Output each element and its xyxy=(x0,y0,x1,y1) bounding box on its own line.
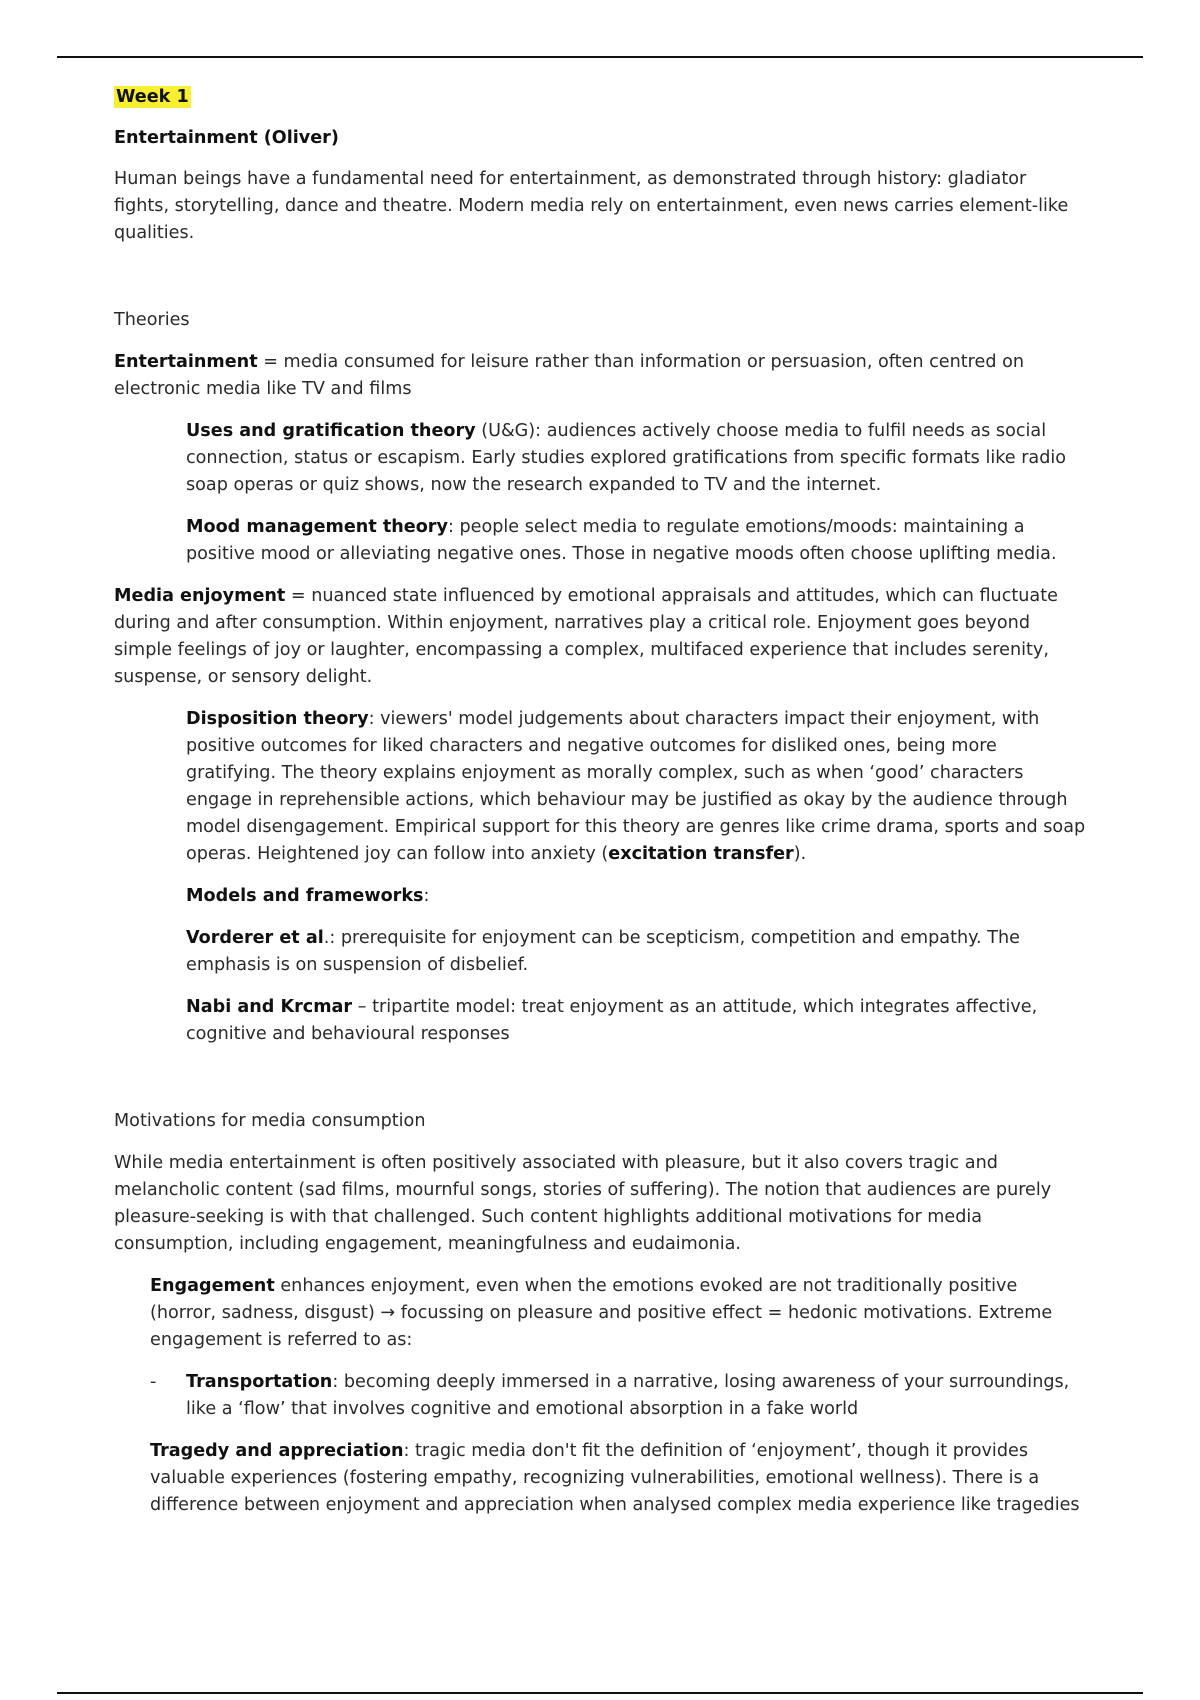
vorderer-term: Vorderer et al xyxy=(186,928,324,948)
week-label: Week 1 xyxy=(116,87,189,107)
vorderer-paragraph: Vorderer et al.: prerequisite for enjoyment can be scepticism, competition and empathy. The emphasis is on suspension of disbelief. xyxy=(186,928,1020,975)
tragedy-appreciation-paragraph: Tragedy and appreciation: tragic media don't fit the definition of ‘enjoyment’, though it provides valuable experiences (fostering empathy, recognizing vulnerabilities, emotional wellness). There is a difference between enjoyment and appreciation when analysed complex media experience like tragedies xyxy=(150,1441,1080,1515)
media-enjoyment-term: Media enjoyment xyxy=(114,586,286,606)
mood-management-paragraph: Mood management theory: people select media to regulate emotions/moods: maintaining a positive mood or alleviating negative ones. Those in negative moods often choose uplifting media. xyxy=(186,517,1057,564)
engagement-paragraph: Engagement enhances enjoyment, even when the emotions evoked are not traditionally positive (horror, sadness, disgust) → focussing on pleasure and positive effect = hedonic motivations. Extreme engagement is referred to as: xyxy=(150,1276,1053,1350)
bullet-dash: - xyxy=(150,1372,157,1392)
transportation-paragraph: Transportation: becoming deeply immersed in a narrative, losing awareness of your surroundings, like a ‘flow’ that involves cognitive and emotional absorption in a fake world xyxy=(186,1372,1070,1419)
document-body xyxy=(114,84,1086,1519)
engagement-term: Engagement xyxy=(150,1276,275,1296)
theories-heading: Theories xyxy=(114,310,190,330)
disposition-theory-term: Disposition theory xyxy=(186,709,369,729)
entertainment-definition: Entertainment = media consumed for leisure rather than information or persuasion, often centred on electronic media like TV and films xyxy=(114,352,1025,399)
intro-paragraph: Human beings have a fundamental need for entertainment, as demonstrated through history: gladiator fights, storytelling, dance and theatre. Modern media rely on entertainment, even news carries element-like qualities. xyxy=(114,169,1069,243)
nabi-krcmar-paragraph: Nabi and Krcmar – tripartite model: treat enjoyment as an attitude, which integrates affective, cognitive and behavioural responses xyxy=(186,997,1038,1044)
models-frameworks-heading: Models and frameworks: xyxy=(186,886,430,906)
disposition-theory-paragraph: Disposition theory: viewers' model judgements about characters impact their enjoyment, with positive outcomes for liked characters and negative outcomes for disliked ones, being more gratifying. The theory explains enjoyment as morally complex, such as when ‘good’ characters engage in reprehensible actions, which behaviour may be justified as okay by the audience through model disengagement. Empirical support for this theory are genres like crime drama, sports and soap operas. Heightened joy can follow into anxiety (excitation transfer). xyxy=(186,709,1086,864)
transportation-bullet xyxy=(150,1369,1086,1423)
uses-gratification-paragraph: Uses and gratification theory (U&G): audiences actively choose media to fulfil needs as social connection, status or escapism. Early studies explored gratifications from specific formats like radio soap operas or quiz shows, now the research expanded to TV and the internet. xyxy=(186,421,1067,495)
excitation-transfer-term: excitation transfer xyxy=(608,844,794,864)
uses-gratification-term: Uses and gratification theory xyxy=(186,421,476,441)
bottom-rule xyxy=(57,1692,1143,1694)
transportation-term: Transportation xyxy=(186,1372,333,1392)
document-title: Entertainment (Oliver) xyxy=(114,128,339,148)
nabi-krcmar-term: Nabi and Krcmar xyxy=(186,997,353,1017)
entertainment-term: Entertainment xyxy=(114,352,258,372)
motivations-heading: Motivations for media consumption xyxy=(114,1111,426,1131)
tragedy-appreciation-term: Tragedy and appreciation xyxy=(150,1441,404,1461)
media-enjoyment-paragraph: Media enjoyment = nuanced state influenced by emotional appraisals and attitudes, which can fluctuate during and after consumption. Within enjoyment, narratives play a critical role. Enjoyment goes beyond simple feelings of joy or laughter, encompassing a complex, multifaced experience that includes serenity, suspense, or sensory delight. xyxy=(114,586,1058,687)
motivations-paragraph: While media entertainment is often positively associated with pleasure, but it also covers tragic and melancholic content (sad films, mournful songs, stories of suffering). The notion that audiences are purely pleasure-seeking is with that challenged. Such content highlights additional motivations for media consumption, including engagement, meaningfulness and eudaimonia. xyxy=(114,1153,1052,1254)
mood-management-term: Mood management theory xyxy=(186,517,448,537)
top-rule xyxy=(57,56,1143,58)
